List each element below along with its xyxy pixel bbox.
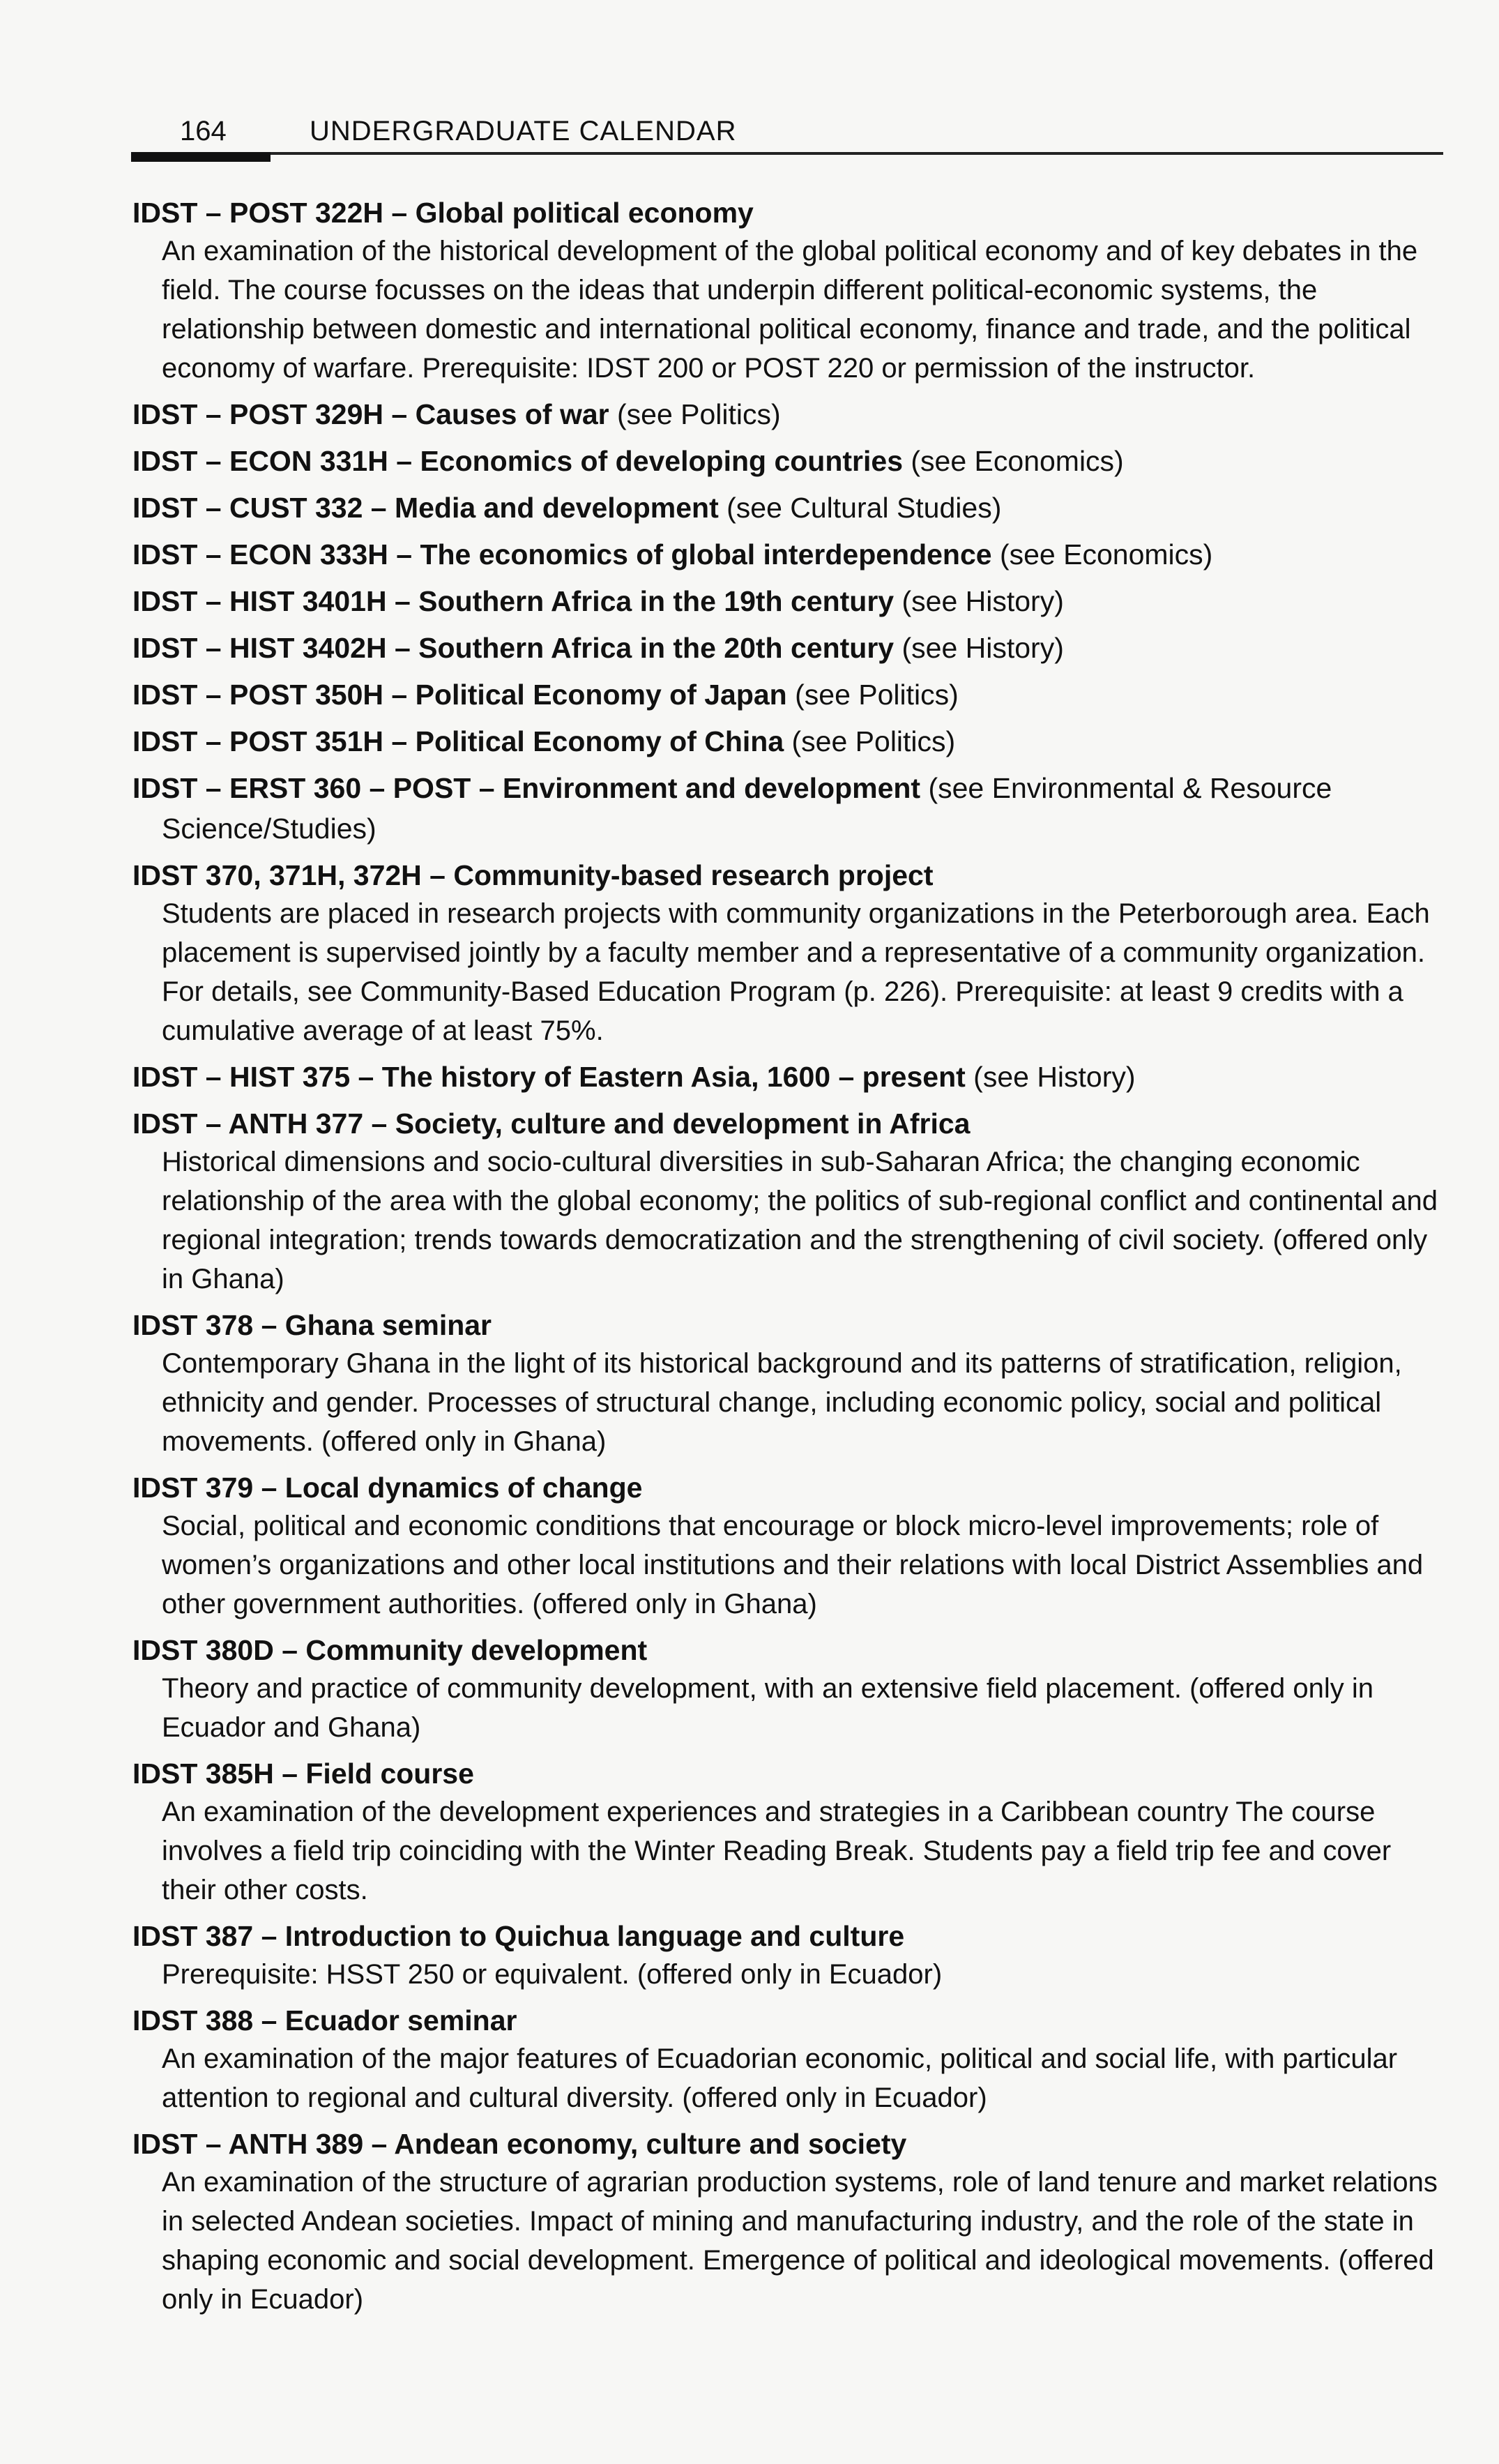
- course-code: IDST 380D –: [132, 1634, 306, 1666]
- course-name: Andean economy, culture and society: [394, 2128, 907, 2160]
- course-code: IDST – POST 350H –: [132, 679, 416, 711]
- course-name: Political Economy of China: [415, 725, 784, 757]
- course-name: The economics of global interdependence: [420, 538, 992, 570]
- course-name: Ghana seminar: [284, 1309, 492, 1341]
- course-heading: [132, 1305, 1450, 1345]
- course-description: Students are placed in research projects with community organizations in the Peterborough area. Each placement is supervised jointly by a faculty member and a representative of a community organization. For details, see Community-Based Education Program (p. 226). Prerequisite: at least 9 credits with a cumulative average of at least 75%.: [162, 898, 1430, 1046]
- course-entry: [132, 1103, 1450, 1299]
- cross-reference: (see Politics): [609, 398, 781, 430]
- cross-reference: (see Politics): [784, 725, 956, 757]
- course-entry: [132, 721, 1450, 762]
- course-code: IDST – ECON 333H –: [132, 538, 420, 570]
- course-code: IDST – ERST 360 – POST –: [132, 772, 503, 804]
- course-code: IDST – POST 329H –: [132, 398, 416, 430]
- course-heading: [132, 1103, 1450, 1144]
- course-heading: [132, 2000, 1450, 2041]
- course-code: IDST – ANTH 377 –: [132, 1108, 395, 1140]
- course-description: An examination of the development experiences and strategies in a Caribbean country The course involves a field trip coinciding with the Winter Reading Break. Students pay a field trip fee and cover their other costs.: [162, 1797, 1392, 1905]
- course-code: IDST – HIST 375 –: [132, 1061, 382, 1093]
- cross-reference: (see History): [894, 585, 1064, 617]
- course-entry: [132, 394, 1450, 434]
- course-entry: [132, 192, 1450, 388]
- course-heading: [132, 674, 1450, 715]
- cross-reference: (see Economics): [903, 445, 1124, 477]
- course-entry: [132, 2124, 1450, 2319]
- course-name: The history of Eastern Asia, 1600 – present: [381, 1061, 966, 1093]
- cross-reference: (see Cultural Studies): [718, 492, 1002, 524]
- course-entry: [132, 581, 1450, 621]
- course-name: Southern Africa in the 19th century: [418, 585, 895, 617]
- running-head: UNDERGRADUATE CALENDAR: [310, 116, 737, 146]
- header-rule: [131, 152, 1443, 155]
- course-name: Society, culture and development in Africa: [395, 1108, 971, 1140]
- course-code: IDST – ANTH 389 –: [132, 2128, 395, 2160]
- cross-reference: (see Environmental & Resource: [920, 772, 1332, 804]
- course-code: IDST 387 –: [132, 1920, 285, 1952]
- course-heading: [132, 1630, 1450, 1670]
- course-description: Contemporary Ghana in the light of its historical background and its patterns of stratification, religion, ethnicity and gender. Processes of structural change, including economic policy, social and political movements. (offered only in Ghana): [162, 1348, 1402, 1457]
- course-name: Media and development: [394, 492, 719, 524]
- course-heading: [132, 192, 1450, 233]
- course-heading: [132, 394, 1450, 434]
- course-code: IDST – HIST 3401H –: [132, 585, 419, 617]
- course-entry: [132, 2000, 1450, 2117]
- course-heading: [132, 487, 1450, 528]
- course-entry: [132, 1467, 1450, 1624]
- course-heading: [132, 1916, 1450, 1956]
- course-name: Political Economy of Japan: [415, 679, 787, 711]
- course-code: IDST – CUST 332 –: [132, 492, 395, 524]
- header-rule-accent: [131, 152, 271, 162]
- course-heading: [132, 2124, 1450, 2164]
- course-description: An examination of the historical development of the global political economy and of key debates in the field. The course focusses on the ideas that underpin different political-economic systems, the relationship between domestic and international political economy, finance and trade, and the political economy of warfare. Prerequisite: IDST 200 or POST 220 or permission of the instructor.: [162, 236, 1418, 384]
- course-name: Causes of war: [415, 398, 609, 430]
- course-entry: [132, 441, 1450, 481]
- course-name: Environment and development: [502, 772, 921, 804]
- page-number: 164: [180, 116, 227, 146]
- course-heading: [132, 1057, 1450, 1097]
- course-heading: [132, 628, 1450, 668]
- course-code: IDST – HIST 3402H –: [132, 632, 419, 664]
- course-heading: [132, 1467, 1450, 1508]
- course-description: An examination of the major features of Ecuadorian economic, political and social life, with particular attention to regional and cultural diversity. (offered only in Ecuador): [162, 2043, 1398, 2113]
- course-name: Field course: [305, 1758, 474, 1790]
- course-code: IDST 385H –: [132, 1758, 306, 1790]
- course-name: Southern Africa in the 20th century: [418, 632, 895, 664]
- cross-reference: (see Politics): [786, 679, 959, 711]
- course-heading: [132, 855, 1450, 895]
- course-entry: [132, 487, 1450, 528]
- course-code: IDST 379 –: [132, 1472, 285, 1504]
- course-list: [132, 192, 1450, 2325]
- course-description: Social, political and economic conditions that encourage or block micro-level improvements; role of women’s organizations and other local institutions and their relations with local District Assemblies and other government authorities. (offered only in Ghana): [162, 1511, 1424, 1619]
- course-entry: [132, 855, 1450, 1050]
- course-name: Community development: [305, 1634, 648, 1666]
- course-heading: [132, 534, 1450, 575]
- course-name: Community-based research project: [453, 859, 934, 891]
- cross-reference-continued: Science/Studies): [162, 812, 376, 845]
- course-description: Theory and practice of community development, with an extensive field placement. (offered only in Ecuador and Ghana): [162, 1673, 1374, 1743]
- course-heading: [132, 768, 1450, 849]
- page-header: [131, 112, 1443, 160]
- course-entry: [132, 768, 1450, 849]
- course-heading: [132, 581, 1450, 621]
- course-code: IDST – POST 322H –: [132, 197, 416, 229]
- course-name: Introduction to Quichua language and culture: [284, 1920, 905, 1952]
- course-name: Economics of developing countries: [420, 445, 903, 477]
- course-heading: [132, 441, 1450, 481]
- course-code: IDST 388 –: [132, 2004, 285, 2036]
- course-heading: [132, 721, 1450, 762]
- course-code: IDST 370, 371H, 372H –: [132, 859, 454, 891]
- course-name: Global political economy: [415, 197, 754, 229]
- course-description: An examination of the structure of agrarian production systems, role of land tenure and market relations in selected Andean societies. Impact of mining and manufacturing industry, and the role of the state in shaping economic and social development. Emergence of political and ideological movements. (offered only in Ecuador): [162, 2167, 1438, 2315]
- course-description: Prerequisite: HSST 250 or equivalent. (offered only in Ecuador): [162, 1959, 943, 1990]
- course-entry: [132, 1057, 1450, 1097]
- course-code: IDST – ECON 331H –: [132, 445, 420, 477]
- course-name: Ecuador seminar: [284, 2004, 517, 2036]
- course-entry: [132, 674, 1450, 715]
- course-entry: [132, 628, 1450, 668]
- course-code: IDST 378 –: [132, 1309, 285, 1341]
- course-entry: [132, 1305, 1450, 1461]
- course-code: IDST – POST 351H –: [132, 725, 416, 757]
- course-entry: [132, 1916, 1450, 1994]
- course-heading: [132, 1753, 1450, 1794]
- course-description: Historical dimensions and socio-cultural diversities in sub-Saharan Africa; the changing economic relationship of the area with the global economy; the politics of sub-regional conflict and continental and regional integration; trends towards democratization and the strengthening of civil society. (offered only in Ghana): [162, 1147, 1438, 1294]
- cross-reference: (see History): [894, 632, 1064, 664]
- course-entry: [132, 1753, 1450, 1910]
- course-name: Local dynamics of change: [284, 1472, 643, 1504]
- cross-reference: (see Economics): [991, 538, 1213, 570]
- course-entry: [132, 534, 1450, 575]
- cross-reference: (see History): [965, 1061, 1136, 1093]
- course-entry: [132, 1630, 1450, 1747]
